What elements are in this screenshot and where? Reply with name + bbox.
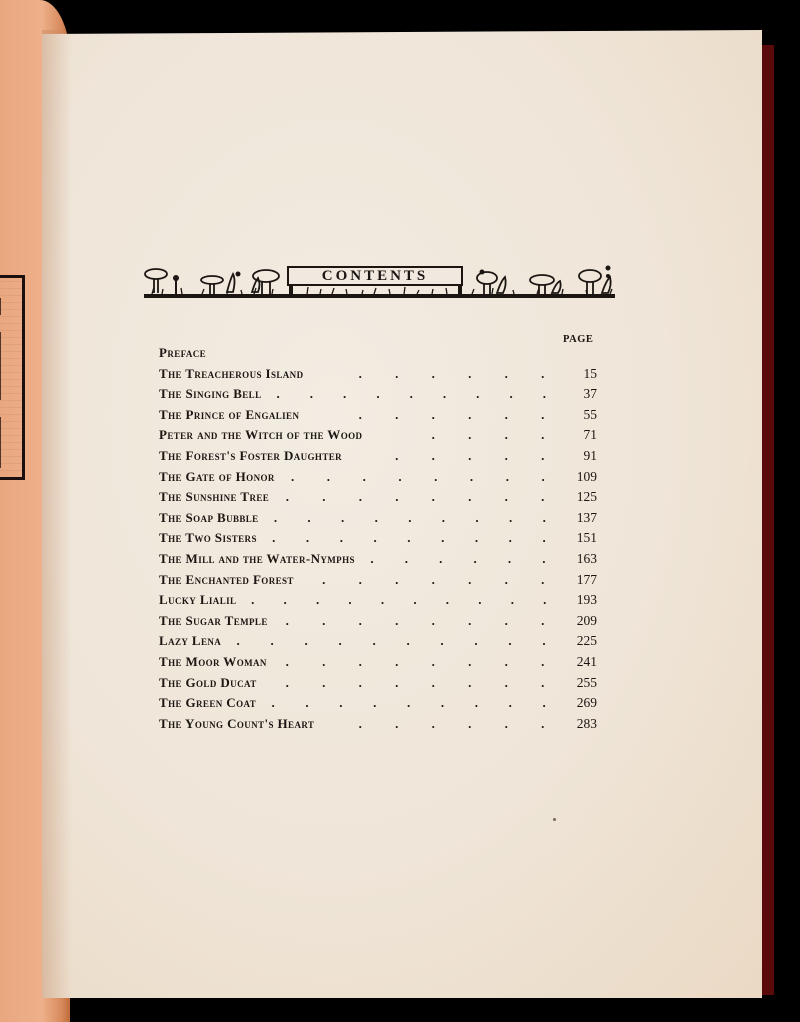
toc-entry-title: The Young Count's Heart xyxy=(159,715,315,731)
woodcut-illustration xyxy=(0,275,25,480)
toc-entry-title: The Treacherous Island xyxy=(159,365,304,381)
toc-entry[interactable] xyxy=(159,345,597,366)
toc-entry-page-number: 163 xyxy=(576,550,597,566)
toc-entry[interactable] xyxy=(159,448,597,469)
toc-entry-title: The Gold Ducat xyxy=(159,674,257,690)
toc-entry-page-number: 151 xyxy=(576,530,597,546)
page-column-label: PAGE xyxy=(563,334,594,345)
toc-entry-title: Peter and the Witch of the Wood xyxy=(159,427,363,443)
dot-leader: . . . . . . . . xyxy=(285,489,545,505)
contents-title: CONTENTS xyxy=(321,267,429,284)
dot-leader: . . . . . . . . . . xyxy=(251,592,547,608)
dot-leader: . . . . . xyxy=(395,447,545,463)
toc-entry-title: The Soap Bubble xyxy=(159,509,259,525)
toc-entry-title: The Prince of Engalien xyxy=(159,406,300,422)
toc-entry[interactable] xyxy=(159,675,597,696)
toc-entry-page-number: 255 xyxy=(576,674,597,690)
toc-entry[interactable] xyxy=(159,695,597,716)
toc-entry-title: The Sugar Temple xyxy=(159,612,268,628)
toc-entry-title: Lucky Lialil xyxy=(159,592,237,608)
dot-leader: . . . . . . . . . xyxy=(272,530,546,546)
toc-entry[interactable] xyxy=(159,366,597,387)
table-of-contents xyxy=(159,345,597,736)
toc-entry[interactable] xyxy=(159,654,597,675)
dot-leader: . . . . . . . . . xyxy=(276,386,546,402)
toc-entry-title: The Singing Bell xyxy=(159,386,262,402)
toc-entry-title: The Forest's Foster Daughter xyxy=(159,447,343,463)
toc-entry-page-number: 125 xyxy=(576,489,597,505)
toc-entry-page-number: 71 xyxy=(583,427,597,443)
dot-leader: . . . . . . . xyxy=(322,571,545,587)
toc-entry[interactable] xyxy=(159,592,597,613)
toc-entry[interactable] xyxy=(159,407,597,428)
toc-entry[interactable] xyxy=(159,633,597,654)
dot-leader: . . . . . . . . xyxy=(285,612,545,628)
toc-entry-page-number: 109 xyxy=(576,468,597,484)
toc-entry-title: The Enchanted Forest xyxy=(159,571,294,587)
toc-entry[interactable] xyxy=(159,489,597,510)
toc-entry-page-number: 177 xyxy=(576,571,597,587)
toc-entry-page-number: 225 xyxy=(576,633,597,649)
toc-entry-title: The Sunshine Tree xyxy=(159,489,270,505)
toc-entry[interactable] xyxy=(159,510,597,531)
dot-leader: . . . . . . . . xyxy=(285,653,545,669)
toc-entry-title: The Gate of Honor xyxy=(159,468,275,484)
toc-entry[interactable] xyxy=(159,530,597,551)
toc-entry[interactable] xyxy=(159,613,597,634)
toc-entry[interactable] xyxy=(159,427,597,448)
toc-entry-title: The Two Sisters xyxy=(159,530,257,546)
contents-title-plaque xyxy=(287,266,463,286)
toc-entry[interactable] xyxy=(159,551,597,572)
toc-entry[interactable] xyxy=(159,716,597,737)
toc-entry-page-number: 15 xyxy=(583,365,597,381)
toc-entry-page-number: 37 xyxy=(583,386,597,402)
gutter-shadow xyxy=(42,30,72,998)
toc-entry[interactable] xyxy=(159,469,597,490)
toc-entry-page-number: 283 xyxy=(576,715,597,731)
toc-entry-page-number: 193 xyxy=(576,592,597,608)
toc-entry[interactable] xyxy=(159,386,597,407)
figure-illustration-icon xyxy=(0,298,1,468)
dot-leader: . . . . . . xyxy=(358,715,545,731)
dot-leader: . . . . . . xyxy=(370,550,546,566)
toc-entry[interactable] xyxy=(159,572,597,593)
dot-leader: . . . . . . . . . xyxy=(271,695,546,711)
contents-banner xyxy=(142,262,617,304)
toc-entry-page-number: 91 xyxy=(583,447,597,463)
dot-leader: . . . . . . xyxy=(358,406,545,422)
dot-leader: . . . . . . . . xyxy=(285,674,545,690)
toc-entry-title: The Green Coat xyxy=(159,695,257,711)
dot-leader: . . . . . . xyxy=(358,365,545,381)
toc-entry-page-number: 137 xyxy=(576,509,597,525)
dot-leader: . . . . . . . . . xyxy=(273,509,546,525)
dot-leader: . . . . xyxy=(431,427,545,443)
toc-entry-page-number: 55 xyxy=(583,406,597,422)
toc-entry-title: The Moor Woman xyxy=(159,653,267,669)
toc-entry-page-number: 241 xyxy=(576,653,597,669)
toc-entry-page-number: 209 xyxy=(576,612,597,628)
toc-entry-title: Lazy Lena xyxy=(159,633,222,649)
dot-leader: . . . . . . . . xyxy=(291,468,545,484)
toc-entry-page-number: 269 xyxy=(576,695,597,711)
dot-leader: . . . . . . . . . . xyxy=(236,633,546,649)
paper-speck xyxy=(553,818,556,821)
toc-entry-title: The Mill and the Water-Nymphs xyxy=(159,550,355,566)
toc-entry-title: Preface xyxy=(159,345,207,360)
